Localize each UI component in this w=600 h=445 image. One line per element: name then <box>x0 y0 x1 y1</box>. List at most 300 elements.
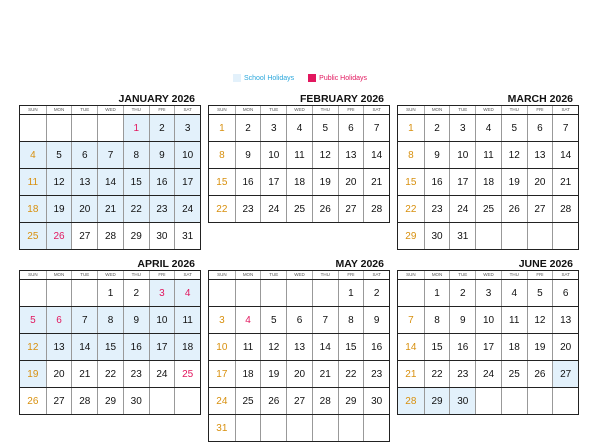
weekday-label: FRI <box>338 106 364 114</box>
weekday-label: TUE <box>71 271 97 279</box>
week-row <box>209 141 389 168</box>
day-cell: 18 <box>235 361 261 387</box>
day-cell <box>46 115 72 141</box>
day-cell: 24 <box>449 196 475 222</box>
day-cell: 26 <box>260 388 286 414</box>
day-cell: 2 <box>235 115 261 141</box>
day-cell: 9 <box>123 307 149 333</box>
day-cell: 4 <box>475 115 501 141</box>
day-cell: 14 <box>97 169 123 195</box>
day-cell: 9 <box>235 142 261 168</box>
day-cell: 21 <box>312 361 338 387</box>
day-cell: 12 <box>312 142 338 168</box>
day-cell: 15 <box>216 176 228 188</box>
week-row <box>398 195 578 222</box>
day-cell: 8 <box>424 307 450 333</box>
day-cell: 3 <box>260 115 286 141</box>
day-cell: 19 <box>260 361 286 387</box>
day-cell <box>527 223 553 249</box>
day-cell: 11 <box>475 142 501 168</box>
day-cell: 18 <box>475 169 501 195</box>
day-cell <box>312 415 338 441</box>
day-cell: 20 <box>338 169 364 195</box>
day-cell: 12 <box>260 334 286 360</box>
week-row <box>20 306 200 333</box>
weekday-label: SUN <box>406 272 416 277</box>
day-cell: 14 <box>71 334 97 360</box>
day-cell: 29 <box>424 388 450 414</box>
day-cell: 9 <box>363 307 389 333</box>
month-calendar <box>19 258 201 415</box>
legend-school-holidays <box>233 74 294 82</box>
day-cell: 21 <box>363 169 389 195</box>
day-cell <box>46 280 72 306</box>
weekday-label: FRI <box>149 271 175 279</box>
day-cell <box>20 115 46 141</box>
day-cell: 4 <box>20 142 46 168</box>
weekday-header-row <box>209 106 389 115</box>
week-row <box>209 387 389 414</box>
day-cell: 11 <box>501 307 527 333</box>
weekday-label: WED <box>97 106 123 114</box>
day-cell: 1 <box>338 280 364 306</box>
day-cell: 18 <box>286 169 312 195</box>
weekday-label: TUE <box>71 106 97 114</box>
day-cell: 13 <box>46 334 72 360</box>
weekday-label: MON <box>424 106 450 114</box>
day-cell: 5 <box>20 307 46 333</box>
day-cell: 22 <box>424 361 450 387</box>
day-cell: 13 <box>286 334 312 360</box>
day-cell: 17 <box>216 368 228 380</box>
day-cell: 23 <box>363 361 389 387</box>
weekday-label: SAT <box>174 271 200 279</box>
day-cell: 11 <box>20 169 46 195</box>
day-cell: 9 <box>449 307 475 333</box>
public-holidays-label: Public Holidays <box>319 74 368 82</box>
day-cell: 5 <box>260 307 286 333</box>
day-cell: 17 <box>260 169 286 195</box>
day-cell: 1 <box>424 280 450 306</box>
day-cell <box>71 115 97 141</box>
day-cell: 10 <box>260 142 286 168</box>
day-cell: 15 <box>123 169 149 195</box>
weekday-header-row <box>398 271 578 280</box>
week-row <box>20 195 200 222</box>
day-cell: 25 <box>20 223 46 249</box>
day-cell: 3 <box>149 280 175 306</box>
day-cell <box>286 280 312 306</box>
day-cell <box>501 388 527 414</box>
day-cell: 18 <box>20 196 46 222</box>
day-cell: 4 <box>501 280 527 306</box>
month-grid <box>208 105 390 223</box>
day-cell: 3 <box>219 314 225 326</box>
weekday-label: SUN <box>406 107 416 112</box>
day-cell: 31 <box>449 223 475 249</box>
day-cell <box>475 388 501 414</box>
day-cell <box>97 115 123 141</box>
day-cell: 31 <box>174 223 200 249</box>
weekday-label: TUE <box>260 271 286 279</box>
weekday-label: FRI <box>527 271 553 279</box>
day-cell: 27 <box>527 196 553 222</box>
day-cell: 6 <box>527 115 553 141</box>
day-cell: 27 <box>286 388 312 414</box>
day-cell: 14 <box>552 142 578 168</box>
day-cell: 20 <box>286 361 312 387</box>
day-cell: 2 <box>123 280 149 306</box>
day-cell: 6 <box>552 280 578 306</box>
week-row <box>398 333 578 360</box>
day-cell: 5 <box>501 115 527 141</box>
weekday-label: MON <box>46 106 72 114</box>
week-row <box>398 280 578 306</box>
weekday-label: SUN <box>28 107 38 112</box>
day-cell <box>149 388 175 414</box>
weekday-label: WED <box>475 271 501 279</box>
day-cell: 16 <box>449 334 475 360</box>
week-row <box>20 333 200 360</box>
day-cell <box>527 388 553 414</box>
day-cell: 12 <box>46 169 72 195</box>
day-cell: 7 <box>97 142 123 168</box>
weekday-label: THU <box>312 271 338 279</box>
day-cell <box>312 280 338 306</box>
week-row <box>209 306 389 333</box>
day-cell: 12 <box>20 334 46 360</box>
weekday-label: THU <box>123 271 149 279</box>
day-cell: 26 <box>46 223 72 249</box>
day-cell: 13 <box>527 142 553 168</box>
day-cell: 6 <box>338 115 364 141</box>
weekday-label: MON <box>424 271 450 279</box>
day-cell: 10 <box>475 307 501 333</box>
day-cell <box>363 415 389 441</box>
day-cell: 30 <box>149 223 175 249</box>
week-row <box>209 195 389 222</box>
weekday-label: THU <box>501 271 527 279</box>
legend-public-holidays <box>308 74 367 82</box>
week-row <box>209 115 389 141</box>
week-row <box>398 222 578 249</box>
day-cell: 1 <box>408 122 414 134</box>
day-cell: 24 <box>149 361 175 387</box>
weekday-label: WED <box>286 106 312 114</box>
day-cell: 14 <box>363 142 389 168</box>
day-cell: 26 <box>312 196 338 222</box>
day-cell: 11 <box>286 142 312 168</box>
day-cell: 10 <box>449 142 475 168</box>
week-row <box>398 115 578 141</box>
day-cell: 6 <box>71 142 97 168</box>
week-row <box>398 306 578 333</box>
month-calendar <box>397 258 579 415</box>
weekday-header-row <box>209 271 389 280</box>
week-row <box>398 168 578 195</box>
day-cell: 17 <box>149 334 175 360</box>
weekday-label: SAT <box>174 106 200 114</box>
week-row <box>20 360 200 387</box>
day-cell: 27 <box>552 361 578 387</box>
day-cell: 8 <box>338 307 364 333</box>
day-cell <box>475 223 501 249</box>
day-cell: 21 <box>552 169 578 195</box>
day-cell: 19 <box>312 169 338 195</box>
day-cell: 19 <box>527 334 553 360</box>
month-calendar <box>397 93 579 250</box>
month-grid <box>397 270 579 415</box>
day-cell: 7 <box>312 307 338 333</box>
day-cell: 16 <box>424 169 450 195</box>
day-cell <box>20 280 46 306</box>
month-calendar <box>208 258 390 442</box>
day-cell <box>286 415 312 441</box>
day-cell: 17 <box>475 334 501 360</box>
day-cell: 24 <box>216 395 228 407</box>
day-cell: 27 <box>71 223 97 249</box>
day-cell: 4 <box>174 280 200 306</box>
month-grid <box>19 105 201 250</box>
day-cell: 22 <box>216 203 228 215</box>
day-cell: 20 <box>46 361 72 387</box>
day-cell: 8 <box>219 149 225 161</box>
month-title: MAY 2026 <box>335 258 384 270</box>
day-cell: 15 <box>97 334 123 360</box>
day-cell: 2 <box>424 115 450 141</box>
day-cell: 1 <box>219 122 225 134</box>
day-cell: 26 <box>501 196 527 222</box>
day-cell: 15 <box>405 176 417 188</box>
week-row <box>20 115 200 141</box>
day-cell: 29 <box>97 388 123 414</box>
weekday-label: FRI <box>149 106 175 114</box>
day-cell: 23 <box>449 361 475 387</box>
weekday-label: WED <box>475 106 501 114</box>
day-cell: 9 <box>149 142 175 168</box>
day-cell: 16 <box>123 334 149 360</box>
day-cell: 2 <box>149 115 175 141</box>
weekday-label: TUE <box>449 271 475 279</box>
day-cell: 25 <box>235 388 261 414</box>
weekday-label: WED <box>97 271 123 279</box>
legend <box>0 74 600 82</box>
week-row <box>398 360 578 387</box>
weekday-label: THU <box>312 106 338 114</box>
day-cell <box>260 415 286 441</box>
day-cell: 30 <box>363 388 389 414</box>
day-cell: 13 <box>71 169 97 195</box>
public-holidays-swatch <box>308 74 316 82</box>
day-cell: 3 <box>475 280 501 306</box>
day-cell: 7 <box>552 115 578 141</box>
day-cell: 20 <box>552 334 578 360</box>
day-cell: 18 <box>501 334 527 360</box>
day-cell: 29 <box>405 230 417 242</box>
weekday-label: SAT <box>552 271 578 279</box>
day-cell: 11 <box>174 307 200 333</box>
weekday-label: MON <box>235 271 261 279</box>
day-cell: 27 <box>46 388 72 414</box>
day-cell: 22 <box>405 203 417 215</box>
school-holidays-label: School Holidays <box>243 74 295 82</box>
week-row <box>20 387 200 414</box>
month-title: JANUARY 2026 <box>118 93 195 105</box>
weekday-label: FRI <box>527 106 553 114</box>
day-cell: 13 <box>552 307 578 333</box>
day-cell <box>338 415 364 441</box>
day-cell: 10 <box>216 341 228 353</box>
week-row <box>20 280 200 306</box>
day-cell: 24 <box>174 196 200 222</box>
day-cell: 28 <box>552 196 578 222</box>
week-row <box>20 141 200 168</box>
day-cell: 16 <box>363 334 389 360</box>
day-cell: 23 <box>149 196 175 222</box>
day-cell: 5 <box>312 115 338 141</box>
day-cell: 28 <box>312 388 338 414</box>
day-cell: 16 <box>235 169 261 195</box>
weekday-label: SUN <box>28 272 38 277</box>
day-cell: 3 <box>449 115 475 141</box>
day-cell: 19 <box>20 361 46 387</box>
day-cell: 25 <box>174 361 200 387</box>
day-cell: 26 <box>527 361 553 387</box>
day-cell: 7 <box>71 307 97 333</box>
day-cell: 31 <box>216 422 228 434</box>
day-cell: 6 <box>46 307 72 333</box>
day-cell: 7 <box>363 115 389 141</box>
month-calendar <box>208 93 390 223</box>
day-cell <box>235 280 261 306</box>
day-cell: 28 <box>398 388 424 414</box>
day-cell: 8 <box>123 142 149 168</box>
weekday-label: TUE <box>449 106 475 114</box>
day-cell: 30 <box>424 223 450 249</box>
day-cell: 12 <box>527 307 553 333</box>
day-cell <box>174 388 200 414</box>
month-title: MARCH 2026 <box>507 93 573 105</box>
weekday-header-row <box>20 271 200 280</box>
weekday-label: TUE <box>260 106 286 114</box>
day-cell: 29 <box>338 388 364 414</box>
day-cell: 22 <box>97 361 123 387</box>
day-cell: 28 <box>97 223 123 249</box>
day-cell: 28 <box>363 196 389 222</box>
day-cell: 1 <box>123 115 149 141</box>
day-cell: 22 <box>123 196 149 222</box>
day-cell: 17 <box>174 169 200 195</box>
day-cell: 10 <box>149 307 175 333</box>
week-row <box>209 333 389 360</box>
day-cell: 30 <box>123 388 149 414</box>
day-cell: 22 <box>338 361 364 387</box>
week-row <box>209 414 389 441</box>
week-row <box>398 387 578 414</box>
weekday-header-row <box>398 106 578 115</box>
day-cell: 16 <box>149 169 175 195</box>
day-cell: 24 <box>475 361 501 387</box>
day-cell: 24 <box>260 196 286 222</box>
day-cell: 5 <box>527 280 553 306</box>
day-cell: 26 <box>27 395 39 407</box>
day-cell: 25 <box>286 196 312 222</box>
day-cell: 12 <box>501 142 527 168</box>
day-cell: 14 <box>312 334 338 360</box>
weekday-label: WED <box>286 271 312 279</box>
weekday-label: THU <box>501 106 527 114</box>
day-cell: 8 <box>97 307 123 333</box>
day-cell <box>235 415 261 441</box>
month-grid <box>397 105 579 250</box>
day-cell: 29 <box>123 223 149 249</box>
day-cell: 28 <box>71 388 97 414</box>
day-cell: 5 <box>46 142 72 168</box>
day-cell <box>398 280 424 306</box>
week-row <box>20 222 200 249</box>
weekday-label: FRI <box>338 271 364 279</box>
day-cell: 27 <box>338 196 364 222</box>
day-cell <box>209 280 235 306</box>
day-cell: 23 <box>424 196 450 222</box>
weekday-label: MON <box>46 271 72 279</box>
day-cell: 7 <box>408 314 414 326</box>
week-row <box>20 168 200 195</box>
weekday-label: SAT <box>363 271 389 279</box>
day-cell: 10 <box>174 142 200 168</box>
day-cell: 25 <box>475 196 501 222</box>
day-cell: 21 <box>71 361 97 387</box>
weekday-label: MON <box>235 106 261 114</box>
school-holidays-swatch <box>233 74 241 82</box>
week-row <box>209 360 389 387</box>
day-cell <box>552 223 578 249</box>
day-cell: 15 <box>338 334 364 360</box>
day-cell: 8 <box>408 149 414 161</box>
day-cell <box>501 223 527 249</box>
day-cell: 25 <box>501 361 527 387</box>
day-cell: 30 <box>449 388 475 414</box>
day-cell <box>260 280 286 306</box>
month-calendar <box>19 93 201 250</box>
month-title: FEBRUARY 2026 <box>299 93 384 105</box>
day-cell: 9 <box>424 142 450 168</box>
weekday-label: THU <box>123 106 149 114</box>
week-row <box>209 168 389 195</box>
day-cell: 6 <box>286 307 312 333</box>
weekday-header-row <box>20 106 200 115</box>
day-cell <box>552 388 578 414</box>
day-cell: 2 <box>449 280 475 306</box>
day-cell <box>71 280 97 306</box>
day-cell: 18 <box>174 334 200 360</box>
day-cell: 17 <box>449 169 475 195</box>
month-grid <box>19 270 201 415</box>
day-cell: 3 <box>174 115 200 141</box>
month-grid <box>208 270 390 442</box>
day-cell: 23 <box>235 196 261 222</box>
day-cell: 20 <box>527 169 553 195</box>
day-cell: 19 <box>46 196 72 222</box>
day-cell: 13 <box>338 142 364 168</box>
weekday-label: SUN <box>217 107 227 112</box>
day-cell: 19 <box>501 169 527 195</box>
day-cell: 15 <box>424 334 450 360</box>
day-cell: 11 <box>235 334 261 360</box>
weekday-label: SUN <box>217 272 227 277</box>
day-cell: 1 <box>97 280 123 306</box>
day-cell: 21 <box>405 368 417 380</box>
